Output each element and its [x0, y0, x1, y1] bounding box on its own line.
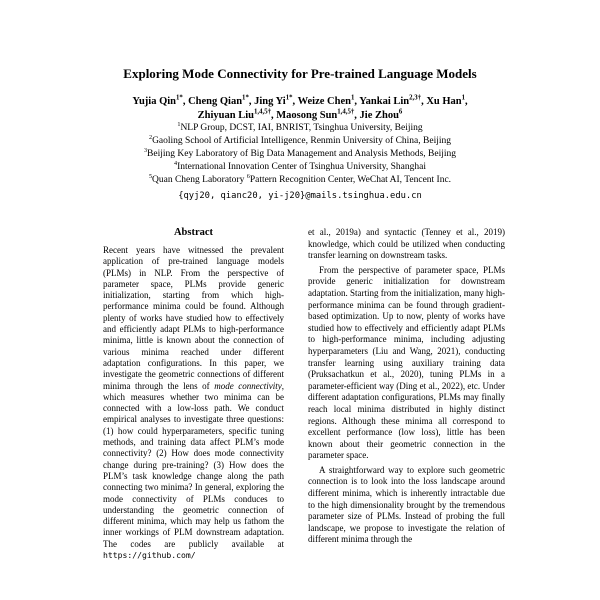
text-segment: 1	[177, 121, 181, 128]
text-segment: 1	[350, 94, 355, 102]
text-segment: , Jing Yi	[248, 96, 286, 107]
text-segment: 1,4,5†	[253, 108, 272, 115]
text-segment: , which measures whether two minima can be connected with a low-loss path. We conduct empirical analyses to investigate three questions: (1) how could hyperparameters, specific tuning methods, and training data affect PLM’s mode connectivity? (2) How does mode connectivity change during pre-training? (3) How does the PLM’s task knowledge change along the path connecting two minima? In general, exploring the mode connectivity of PLMs conduces to understanding the geometric connection of different minima, which may help us fathom the inner workings of PLM downstream adaptation. The codes are publicly available at	[103, 380, 284, 549]
text-segment: mode connectivity	[214, 380, 282, 391]
text-segment: 1*	[285, 94, 293, 102]
text-segment: Pattern Recognition Center, WeChat AI, Tencent Inc.	[249, 175, 452, 185]
text-segment: , Jie Zhou	[354, 109, 399, 121]
text-segment: Quan Cheng Laboratory	[152, 175, 247, 185]
text-segment: 3	[143, 147, 148, 154]
text-segment: 6	[246, 173, 250, 180]
text-segment: Zhiyuan Liu	[197, 109, 254, 121]
text-segment: 2,3†	[409, 94, 422, 102]
text-segment: Gaoling School of Artificial Intelligence, Renmin University of China, Beijing	[152, 136, 451, 146]
affiliation-line-2	[95, 135, 505, 148]
affiliation-line-3	[95, 148, 505, 161]
text-segment: Recent years have witnessed the prevalent application of pre-trained language models (PLMs) in NLP. From the perspective of parameter space, PLMs provide generic initialization, starting from which high-performance minima could be found. Although plenty of works have studied how to effectively and efficiently adapt PLMs to high-performance minima, little is known about the connection of various minima reached under different adaptation configurations. In this paper, we investigate the geometric connections of different minima through the lens of	[103, 245, 284, 391]
right-column	[308, 227, 505, 561]
body-paragraph-1	[308, 227, 505, 262]
text-segment: Beijing Key Laboratory of Big Data Management and Analysis Methods, Beijing	[147, 149, 457, 159]
contact-emails: {qyj20, qianc20, yi-j20}@mails.tsinghua.edu.cn	[178, 191, 422, 201]
text-segment: 1,4,5†	[337, 108, 355, 115]
text-segment: et al., 2019a) and syntactic (Tenney et al., 2019) knowledge, which could be utilized when conducting transfer learning on downstream tasks.	[308, 227, 505, 261]
github-link[interactable]: https://github.com/	[103, 550, 196, 561]
affiliation-line-4	[95, 161, 505, 174]
text-segment: NLP Group, DCST, IAI, BNRIST, Tsinghua University, Beijing	[180, 123, 423, 133]
text-segment: , Yankai Lin	[354, 96, 410, 107]
text-segment: Yujia Qin	[132, 96, 176, 107]
text-segment: International Innovation Center of Tsinghua University, Shanghai	[177, 162, 426, 172]
text-segment: , Xu Han	[421, 96, 462, 107]
text-segment: 1*	[176, 94, 183, 102]
body-paragraph-3	[308, 465, 505, 546]
text-segment: A straightforward way to explore such geometric connection is to look into the loss landscape around different minima, which is inherently intractable due to the high dimensionality brought by the tremendous parameter size of PLMs. Instead of probing the full landscape, we propose to investigate the relation of different minima through the	[308, 464, 505, 545]
two-column-body	[95, 227, 505, 561]
text-segment: 6	[398, 108, 403, 115]
paper-title: Exploring Mode Connectivity for Pre-trained Language Models	[123, 66, 477, 81]
affiliation-line-5	[95, 174, 505, 187]
text-segment: 4	[174, 160, 178, 167]
text-segment: 1*	[242, 94, 249, 102]
text-segment: , Cheng Qian	[182, 96, 243, 107]
text-segment: 5	[148, 173, 153, 180]
text-segment: From the perspective of parameter space, PLMs provide generic initialization for downstream adaptation. Starting from the initialization, many high-performance minima can be found through gradient-based optimization. Up to now, plenty of works have studied how to effectively and efficiently adapt PLMs to high-performance minima, including adjusting hyperparameters (Liu and Wang, 2021), conducting transfer learning using auxiliary training data (Pruksachatkun et al., 2020), tuning PLMs in a parameter-efficient way (Ding et al., 2022), etc. Under different adaptation configurations, PLMs may finally reach local minima distributed in highly distinct regions. Although these minima all correspond to excellent performance (low loss), little has been known about their geometric connection in the parameter space.	[308, 264, 505, 461]
text-segment: , Weize Chen	[292, 96, 351, 107]
body-paragraph-2	[308, 265, 505, 462]
affiliation-line-1	[95, 122, 505, 135]
author-line-1	[95, 95, 505, 109]
text-segment: 2	[148, 134, 153, 141]
author-line-2	[95, 109, 505, 123]
abstract-text	[95, 245, 292, 561]
abstract-heading: Abstract	[173, 227, 214, 238]
text-segment: 1	[461, 94, 466, 102]
left-column	[95, 227, 292, 561]
text-segment: ,	[465, 96, 468, 107]
text-segment: , Maosong Sun	[271, 109, 338, 121]
